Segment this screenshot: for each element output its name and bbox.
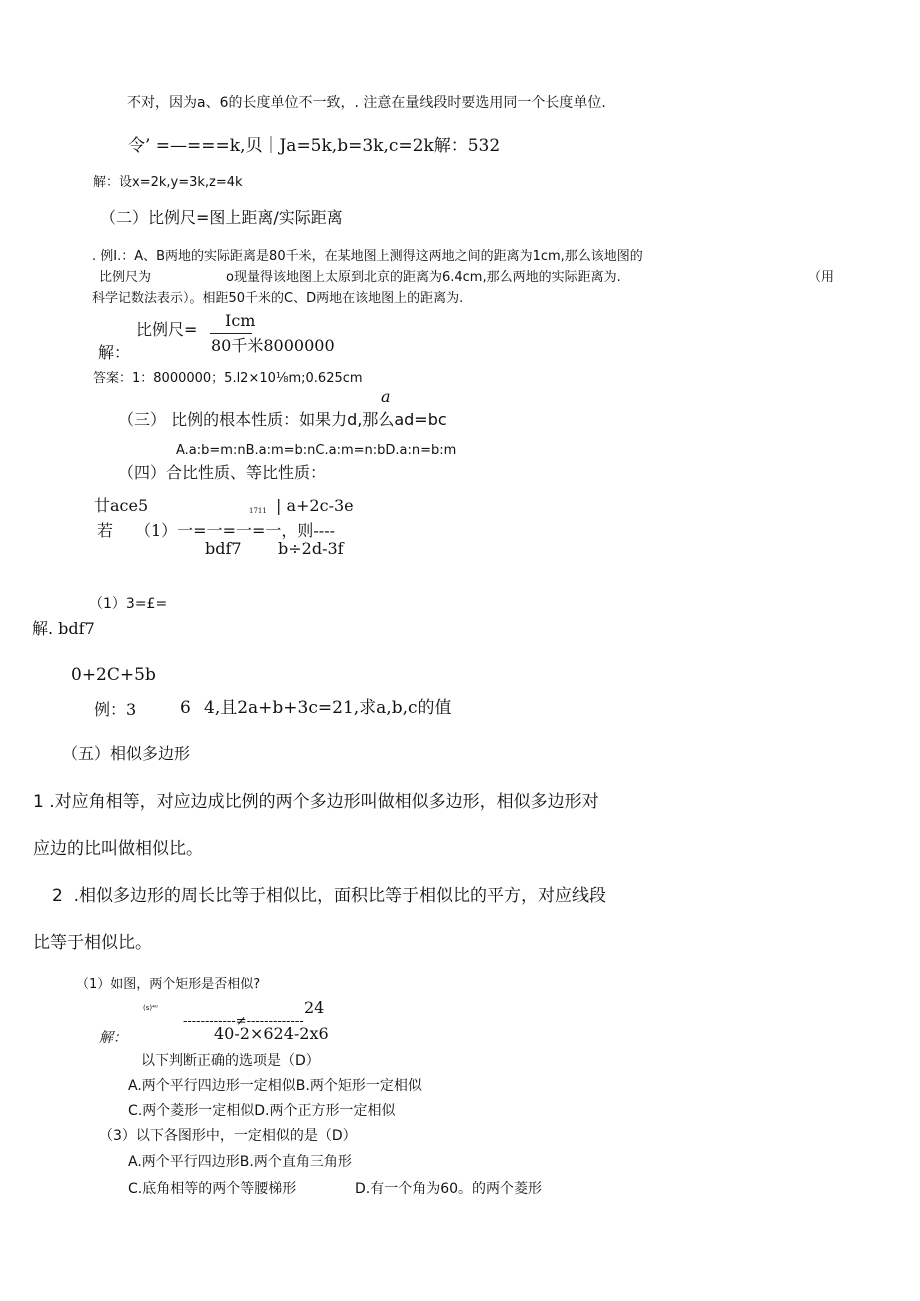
- formula-line: 令’ =—===k,贝｜Ja=5k,b=3k,c=2k解：532: [128, 136, 501, 156]
- formula-line: 24: [304, 998, 325, 1017]
- formula-line: | a+2c-3e: [276, 496, 354, 515]
- text-line: 解：设x=2k,y=3k,z=4k: [93, 175, 243, 190]
- fraction-numerator: Icm: [225, 311, 256, 330]
- text-line: 2 .相似多边形的周长比等于相似比，面积比等于相似比的平方，对应线段: [52, 886, 607, 906]
- formula-line: 0+2C+5b: [71, 665, 156, 685]
- formula-line: 廿ace5: [94, 496, 149, 515]
- formula-line: bdf7: [205, 539, 242, 558]
- option-line: C.底角相等的两个等腰梯形: [128, 1181, 297, 1197]
- formula-line: ------------≠-------------: [183, 1014, 304, 1029]
- formula-line: 若: [97, 521, 114, 540]
- text-line: o现量得该地图上太原到北京的距离为6.4cm,那么两地的实际距离为.: [226, 270, 621, 285]
- formula-label: 比例尺=: [136, 320, 198, 339]
- text-line: 1 .对应角相等，对应边成比例的两个多边形叫做相似多边形，相似多边形对: [33, 792, 599, 812]
- text-line: 不对，因为a、6的长度单位不一致，. 注意在量线段时要选用同一个长度单位.: [127, 95, 606, 111]
- formula-line: 4,且2a+b+3c=21,求a,b,c的值: [204, 698, 452, 718]
- fraction-bar: [210, 333, 252, 334]
- formula-line: 解. bdf7: [32, 619, 95, 638]
- option-line: C.两个菱形一定相似D.两个正方形一定相似: [128, 1103, 396, 1119]
- formula-line: b÷2d-3f: [278, 539, 344, 558]
- question-line: （3）以下各图形中，一定相似的是（D）: [99, 1128, 357, 1144]
- answer-line: 答案：1：8000000；5.l2×10⅛m;0.625cm: [93, 371, 363, 386]
- text-line: 应边的比叫做相似比。: [33, 839, 203, 859]
- formula-line: 40-2×624-2x6: [214, 1024, 329, 1043]
- text-line: 比例尺为: [99, 270, 152, 285]
- text-line: （用: [808, 270, 835, 285]
- question-line: （1）如图，两个矩形是否相似?: [76, 977, 261, 992]
- text-line: 科学记数法表示）。相距50千米的C、D两地在该地图上的距离为.: [92, 291, 464, 306]
- option-line: A.两个平行四边形一定相似B.两个矩形一定相似: [128, 1078, 422, 1094]
- option-line: A.a:b=m:nB.a:m=b:nC.a:m=n:bD.a:n=b:m: [176, 443, 457, 458]
- formula-letter: a: [381, 387, 391, 406]
- text-line: 解：: [98, 343, 131, 362]
- section-heading: （三） 比例的根本性质：如果力d,那么ad=bc: [118, 410, 447, 429]
- formula-line: （1）3=£=: [89, 596, 168, 612]
- formula-line: 1711: [249, 507, 267, 515]
- formula-line: （1）一=一=一=一，则----: [135, 521, 336, 540]
- option-line: D.有一个角为60。的两个菱形: [355, 1181, 543, 1197]
- text-line: 解：: [99, 1030, 127, 1046]
- section-heading: （四）合比性质、等比性质：: [118, 463, 327, 482]
- option-line: A.两个平行四边形B.两个直角三角形: [128, 1154, 352, 1170]
- question-line: 以下判断正确的选项是（D）: [141, 1053, 320, 1069]
- text-line: . 例I.：A、B两地的实际距离是80千米，在某地图上测得这两地之间的距离为1cm,那么该地图的: [92, 249, 643, 264]
- formula-line: (s)⁴⁰: [143, 1004, 158, 1012]
- formula-line: 6: [180, 698, 191, 718]
- fraction-denominator: 80千米8000000: [211, 336, 335, 355]
- section-heading: （五）相似多边形: [62, 744, 191, 763]
- formula-line: 例：3: [94, 700, 137, 719]
- section-heading: （二）比例尺=图上距离/实际距离: [100, 208, 343, 227]
- text-line: 比等于相似比。: [33, 933, 152, 953]
